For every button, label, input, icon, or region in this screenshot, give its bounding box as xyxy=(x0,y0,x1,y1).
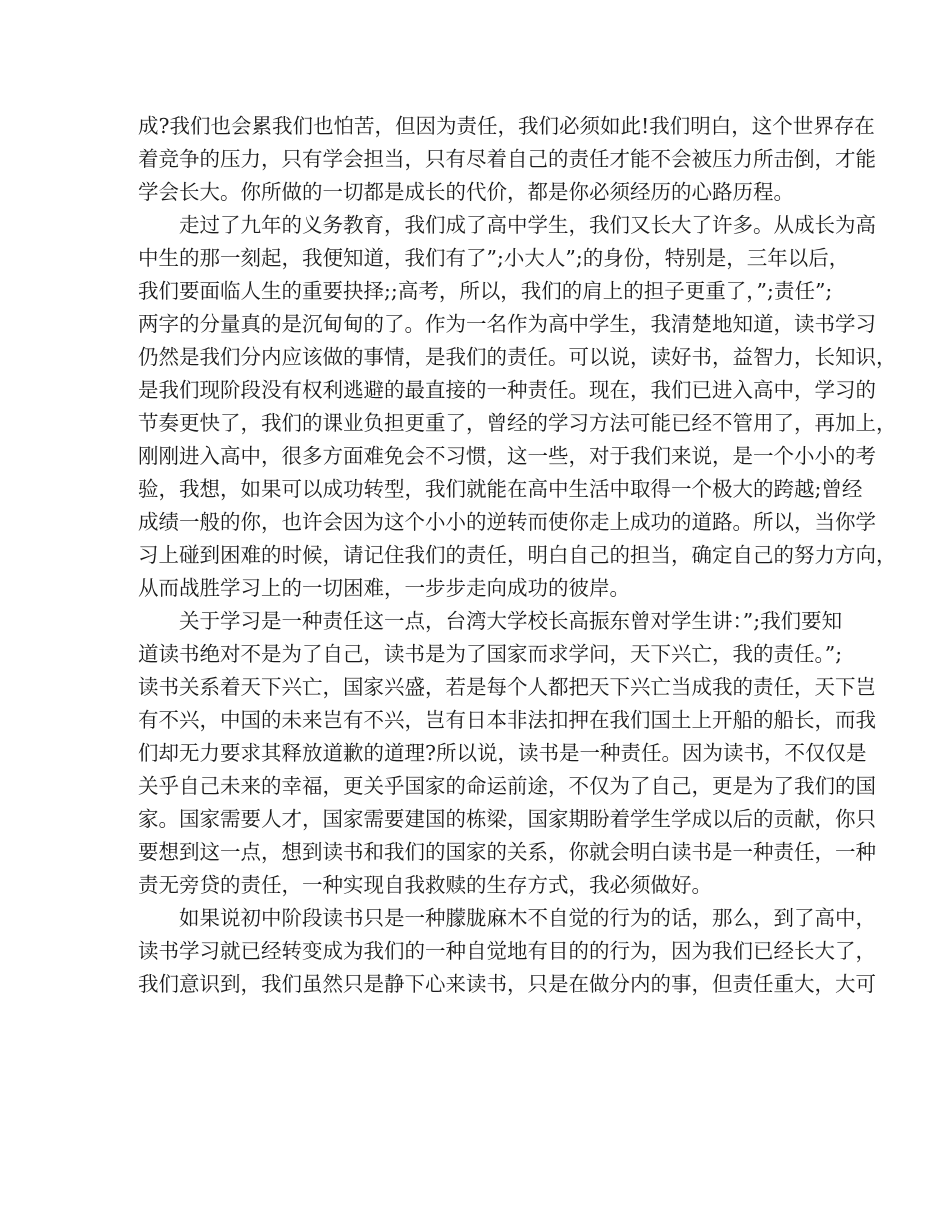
text-line: 验，我想，如果可以成功转型，我们就能在高中生活中取得一个极大的跨越;曾经 xyxy=(138,477,863,501)
text-line: 读书关系着天下兴亡，国家兴盛，若是每个人都把天下兴亡当成我的责任，天下岂 xyxy=(138,675,876,699)
text-line: 们却无力要求其释放道歉的道理?所以说，读书是一种责任。因为读书，不仅仅是 xyxy=(138,741,867,765)
text-line: 刚刚进入高中，很多方面难免会不习惯，这一些，对于我们来说，是一个小小的考 xyxy=(138,444,876,468)
text-line: 节奏更快了，我们的课业负担更重了，曾经的学习方法可能已经不管用了，再加上， xyxy=(138,411,897,435)
text-line: 读书学习就已经转变成为我们的一种自觉地有目的的行为，因为我们已经长大了， xyxy=(138,939,876,963)
text-line: 有不兴，中国的未来岂有不兴，岂有日本非法扣押在我们国土上开船的船长，而我 xyxy=(138,708,876,732)
text-line: 着竞争的压力，只有学会担当，只有尽着自己的责任才能不会被压力所击倒，才能 xyxy=(138,147,876,171)
paragraph-1 xyxy=(138,110,876,209)
paragraph-3 xyxy=(138,605,876,902)
text-line: 学会长大。你所做的一切都是成长的代价，都是你必须经历的心路历程。 xyxy=(138,180,794,204)
text-line: 仍然是我们分内应该做的事情，是我们的责任。可以说，读好书，益智力，长知识， xyxy=(138,345,897,369)
text-line: 是我们现阶段没有权利逃避的最直接的一种责任。现在，我们已进入高中，学习的 xyxy=(138,378,876,402)
text-line: 要想到这一点，想到读书和我们的国家的关系，你就会明白读书是一种责任，一种 xyxy=(138,840,876,864)
text-line: 道读书绝对不是为了自己，读书是为了国家而求学问，天下兴亡，我的责任。”; xyxy=(138,642,843,666)
text-line: 成绩一般的你，也许会因为这个小小的逆转而使你走上成功的道路。所以，当你学 xyxy=(138,510,876,534)
text-line: 中生的那一刻起，我便知道，我们有了”;小大人”;的身份，特别是，三年以后， xyxy=(138,246,850,270)
text-line: 我们意识到，我们虽然只是静下心来读书，只是在做分内的事，但责任重大，大可 xyxy=(138,972,876,996)
text-line: 两字的分量真的是沉甸甸的了。作为一名作为高中学生，我清楚地知道，读书学习 xyxy=(138,312,876,336)
text-line: 习上碰到困难的时候，请记住我们的责任，明白自己的担当，确定自己的努力方向， xyxy=(138,543,897,567)
text-line: 关于学习是一种责任这一点，台湾大学校长高振东曾对学生讲：”;我们要知 xyxy=(179,609,843,633)
paragraph-2 xyxy=(138,209,897,605)
text-line: 从而战胜学习上的一切困难，一步步走向成功的彼岸。 xyxy=(138,576,630,600)
document-body xyxy=(138,110,897,1001)
text-line: 家。国家需要人才，国家需要建国的栋梁，国家期盼着学生学成以后的贡献，你只 xyxy=(138,807,876,831)
text-line: 走过了九年的义务教育，我们成了高中学生，我们又长大了许多。从成长为高 xyxy=(179,213,876,237)
text-line: 关乎自己未来的幸福，更关乎国家的命运前途，不仅为了自己，更是为了我们的国 xyxy=(138,774,876,798)
paragraph-4 xyxy=(138,902,876,1001)
text-line: 成?我们也会累我们也怕苦，但因为责任，我们必须如此!我们明白，这个世界存在 xyxy=(138,114,875,138)
text-line: 我们要面临人生的重要抉择;;高考，所以，我们的肩上的担子更重了，”;责任”; xyxy=(138,279,833,303)
text-line: 如果说初中阶段读书只是一种朦胧麻木不自觉的行为的话，那么，到了高中， xyxy=(179,906,876,930)
text-line: 责无旁贷的责任，一种实现自我救赎的生存方式，我必须做好。 xyxy=(138,873,712,897)
